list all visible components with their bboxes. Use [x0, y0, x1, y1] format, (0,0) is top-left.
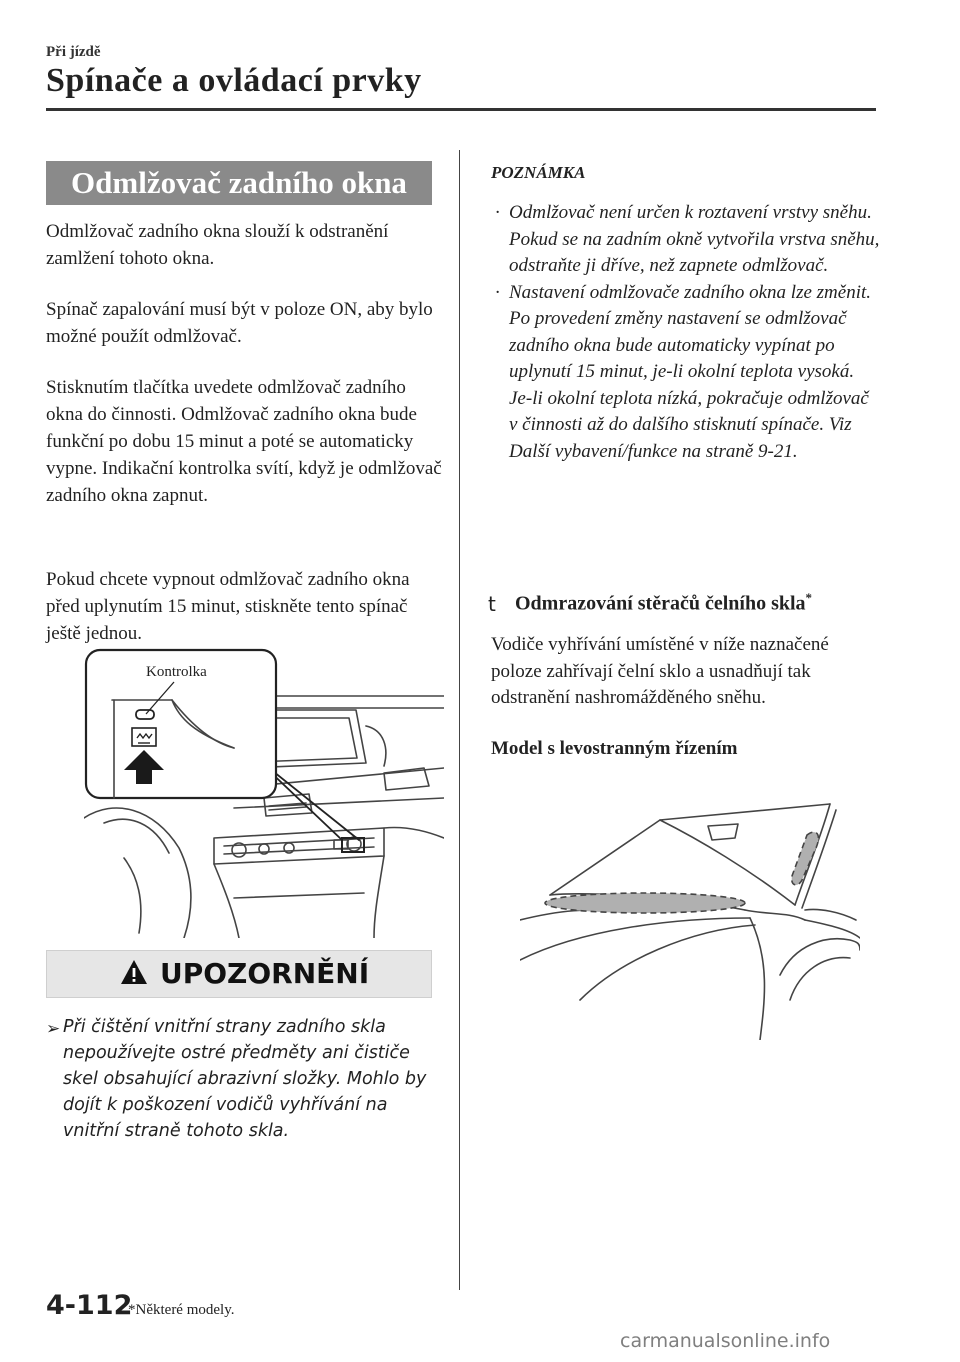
- page-number: 4-112: [46, 1290, 133, 1321]
- section-title: Spínače a ovládací prvky: [46, 62, 422, 99]
- footnote: *Některé modely.: [128, 1302, 235, 1318]
- paragraph-wiper-deicer: Vodiče vyhřívání umístěné v níže naznačené poloze zahřívají čelní sklo a usnadňují tak odstranění nashromážděného sněhu.: [491, 634, 829, 708]
- note-item: · Odmlžovač není určen k roztavení vrstvy sněhu. Pokud se na zadním okně vytvořila vrstva sněhu, odstraňte ji dříve, než zapnete odmlžovač.: [491, 200, 881, 280]
- warning-icon: [120, 958, 148, 986]
- topic-title: Odmlžovač zadního okna: [46, 161, 432, 205]
- note-list: [491, 200, 881, 465]
- paragraph-ignition: Spínač zapalování musí být v poloze ON, aby bylo možné použít odmlžovač.: [46, 299, 433, 347]
- subsection-title: Odmrazování stěračů čelního skla*: [515, 590, 813, 615]
- paragraph-purpose: Odmlžovač zadního okna slouží k odstranění zamlžení tohoto okna.: [46, 221, 389, 269]
- indicator-label: Kontrolka: [146, 664, 207, 680]
- windshield-illustration: [520, 800, 860, 1040]
- dashboard-illustration: [84, 648, 444, 938]
- note-item: · Nastavení odmlžovače zadního okna lze změnit. Po provedení změny nastavení se odmlžovač zadního okna bude automaticky vypínat po uplynutí 15 minut, je-li okolní teplota vysoká. Je-li okolní teplota nízká, pokračuje odmlžovač v činnosti až do dalšího stisknutí spínače. Viz Další vybavení/funkce na straně 9-21.: [491, 280, 881, 466]
- caution-title: UPOZORNĚNÍ: [160, 957, 370, 990]
- note-title: POZNÁMKA: [491, 163, 586, 182]
- paragraph-switch-off: Pokud chcete vypnout odmlžovač zadního okna před uplynutím 15 minut, stiskněte tento spínač ještě jednou.: [46, 569, 410, 644]
- watermark: carmanualsonline.info: [620, 1330, 831, 1352]
- caution-text: Při čištění vnitřní strany zadního skla nepoužívejte ostré předměty ani čističe skel obsahující abrazivní složky. Mohlo by dojít k poškození vodičů vyhřívání na vnitřní straně tohoto skla.: [63, 1017, 427, 1141]
- model-label: Model s levostranným řízením: [491, 738, 738, 759]
- caution-arrow-icon: ➢: [46, 1019, 61, 1039]
- asterisk-mark: *: [805, 590, 813, 605]
- section-label: Při jízdě: [46, 44, 101, 60]
- paragraph-operation: Stisknutím tlačítka uvedete odmlžovač zadního okna do činnosti. Odmlžovač zadního okna bude funkční po dobu 15 minut a poté se automaticky vypne. Indikační kontrolka svítí, když je odmlžovač zadního okna zapnut.: [46, 377, 442, 506]
- subsection-marker: t: [488, 592, 496, 616]
- column-divider: [459, 150, 460, 1290]
- header-rule: [46, 108, 876, 111]
